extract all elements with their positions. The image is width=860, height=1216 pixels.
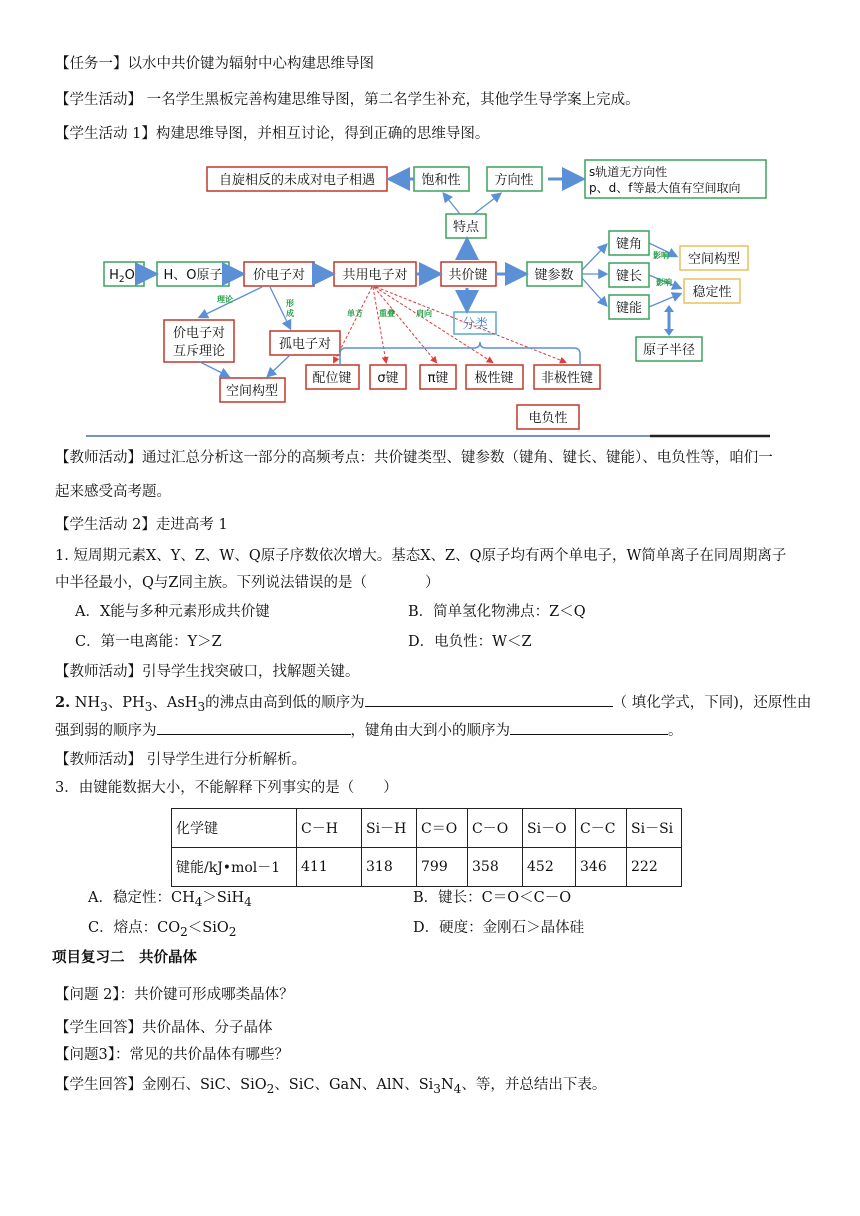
text-sigma: σ键	[377, 371, 399, 386]
q1-option-c: C．第一电离能：Y＞Z	[75, 634, 222, 650]
question-1-line-a: 1. 短周期元素X、Y、Z、W、Q原子序数依次增大。基态X、Z、Q原子均有两个单电子，W简单离子在同周期离子	[55, 548, 787, 564]
q2-part5: 。	[668, 723, 683, 739]
text-lonepair: 孤电子对	[278, 337, 332, 352]
text-feature: 特点	[452, 220, 480, 235]
text-atoms: H、O原子	[163, 268, 223, 283]
q2-number: 2.	[55, 694, 71, 711]
text-covalent: 共价键	[448, 268, 488, 283]
text-saturation: 饱和性	[421, 173, 461, 188]
student-answer-3	[55, 1075, 606, 1099]
text-spatial2: 空间构型	[225, 384, 279, 399]
answer3-sub: 4	[453, 1081, 462, 1096]
text-valence: 价电子对	[252, 268, 306, 283]
text-unpaired: 自旋相反的未成对电子相遇	[218, 173, 376, 188]
answer3-n: N	[440, 1077, 454, 1093]
text-length: 键长	[615, 269, 643, 284]
q3-option-a-pre: A．稳定性：CH	[88, 890, 195, 906]
text-orbital1: s轨道无方向性	[589, 165, 668, 179]
q2-part4: ，键角由大到小的顺序为	[350, 723, 510, 739]
answer-blank-angle[interactable]	[510, 720, 668, 735]
answer3-pre: 【学生回答】金刚石、SiC、SiO	[55, 1077, 267, 1093]
answer3-post: 、等，并总结出下表。	[461, 1077, 607, 1093]
answer3-mid: 、SiC、GaN、AlN、Si	[274, 1077, 434, 1093]
table-cell: 346	[576, 848, 627, 887]
bond-energy-table	[171, 808, 682, 887]
q2-sub: 3	[197, 699, 206, 714]
text-orbital2: p、d、f等最大值有空间取向	[589, 181, 741, 195]
answer-blank-boiling[interactable]	[365, 692, 613, 707]
label-theory: 理论	[217, 295, 233, 304]
text-radius: 原子半径	[642, 343, 696, 358]
text-energy: 键能	[615, 301, 643, 316]
text-electroneg: 电负性	[528, 411, 568, 426]
text-classify: 分类	[461, 317, 489, 332]
teacher-activity-3: 【教师活动】 引导学生进行分析解析。	[55, 752, 307, 768]
question-2-prompt: 【问题 2】：共价键可形成哪类晶体？	[55, 987, 294, 1003]
label-overlap: 重叠	[379, 309, 395, 318]
q3-option-c-pre: C．熔点：CO	[88, 920, 181, 936]
q3-option-b: B．键长：C＝O＜C－O	[413, 890, 572, 906]
question-3-prompt: 【问题3】：常见的共价晶体有哪些？	[55, 1047, 289, 1063]
q1-option-d: D．电负性：W＜Z	[408, 634, 532, 650]
text-spatial: 空间构型	[687, 252, 741, 267]
q2-part2: （ 填化学式，下同)，还原性由	[612, 695, 812, 711]
text-h2o: $H_2O$	[109, 268, 135, 285]
text-shared: 共用电子对	[342, 268, 408, 283]
section-2-heading: 项目复习二 共价晶体	[52, 949, 197, 966]
text-angle: 键角	[615, 237, 643, 252]
q1-option-a: A．X能与多种元素形成共价键	[75, 604, 270, 620]
answer3-sub: 2	[266, 1081, 275, 1096]
teacher-activity-1b: 起来感受高考题。	[55, 484, 171, 500]
label-form2: 成	[286, 309, 294, 318]
q2-part1: 的沸点由高到低的顺序为	[205, 695, 365, 711]
table-cell: 452	[523, 848, 576, 887]
table-cell: C＝O	[417, 809, 468, 848]
q2-sub: 3	[100, 699, 108, 714]
q2-part3: 强到弱的顺序为	[55, 723, 157, 739]
table-cell: 318	[362, 848, 417, 887]
q3-option-c	[88, 918, 236, 942]
table-cell: 化学键	[172, 809, 297, 848]
q2-sub: 3	[144, 699, 153, 714]
q3-option-a	[88, 888, 252, 912]
q3-sub: 4	[194, 894, 203, 909]
table-cell: 799	[417, 848, 468, 887]
label-headon: 肩向	[416, 309, 432, 318]
q3-option-a-mid: ＞SiH	[202, 890, 245, 906]
table-cell: C－O	[468, 809, 523, 848]
student-activity-1: 【学生活动 1】构建思维导图，并相互讨论，得到正确的思维导图。	[55, 126, 490, 142]
q1-option-b: B．简单氢化物沸点：Z＜Q	[408, 604, 586, 620]
text-pi: π键	[427, 371, 449, 386]
table-cell: 358	[468, 848, 523, 887]
table-cell: C－C	[576, 809, 627, 848]
text-polar: 极性键	[474, 371, 514, 386]
label-single: 单方	[347, 309, 363, 318]
text-nonpolar: 非极性键	[540, 371, 594, 386]
text-stability: 稳定性	[692, 285, 732, 300]
covalent-bond-mind-map	[0, 150, 860, 440]
teacher-activity-2: 【教师活动】引导学生找突破口，找解题关键。	[55, 664, 360, 680]
answer3-sub: 3	[433, 1081, 441, 1096]
label-affect1: 影响	[653, 251, 669, 260]
q2-nh: NH	[74, 695, 101, 711]
table-cell: 411	[297, 848, 362, 887]
q3-option-c-mid: ＜SiO	[187, 920, 229, 936]
teacher-activity-1a: 【教师活动】通过汇总分析这一部分的高频考点：共价键类型、键参数（键角、键长、键能）、电负性等，咱们一	[55, 450, 773, 466]
label-affect2: 影响	[656, 278, 672, 287]
table-cell: Si－O	[523, 809, 576, 848]
text-coord: 配位键	[312, 371, 352, 386]
text-direction: 方向性	[494, 173, 534, 188]
question-3: 3．由键能数据大小，不能解释下列事实的是（ ）	[55, 780, 398, 796]
student-answer-2: 【学生回答】共价晶体、分子晶体	[55, 1020, 273, 1036]
table-cell: 222	[627, 848, 682, 887]
text-params: 键参数	[534, 268, 574, 283]
table-row	[172, 848, 682, 887]
table-cell: Si－Si	[627, 809, 682, 848]
task1-heading: 【任务一】以水中共价键为辐射中心构建思维导图	[55, 56, 374, 72]
label-form1: 形	[286, 299, 294, 308]
q2-ash: 、AsH	[152, 695, 198, 711]
q3-sub: 2	[180, 924, 188, 939]
question-2-line-a	[55, 692, 811, 717]
q3-sub: 4	[244, 894, 252, 909]
table-cell: 键能/kJ•mol－1	[172, 848, 297, 887]
student-activity-2: 【学生活动 2】走进高考 1	[55, 517, 228, 533]
text-vsepr1: 价电子对	[172, 326, 226, 341]
q3-sub: 2	[228, 924, 237, 939]
question-1-line-b: 中半径最小，Q与Z同主族。下列说法错误的是（ ）	[55, 575, 440, 591]
table-row	[172, 809, 682, 848]
table-cell: Si－H	[362, 809, 417, 848]
q3-option-d: D．硬度：金刚石＞晶体硅	[413, 920, 585, 936]
student-activity-intro: 【学生活动】 一名学生黑板完善构建思维导图，第二名学生补充，其他学生导学案上完成。	[55, 92, 640, 108]
text-vsepr2: 互斥理论	[172, 344, 226, 359]
table-cell: C－H	[297, 809, 362, 848]
q2-ph: 、PH	[107, 695, 145, 711]
answer-blank-reducibility[interactable]	[157, 720, 351, 735]
question-2-line-b	[55, 720, 683, 741]
